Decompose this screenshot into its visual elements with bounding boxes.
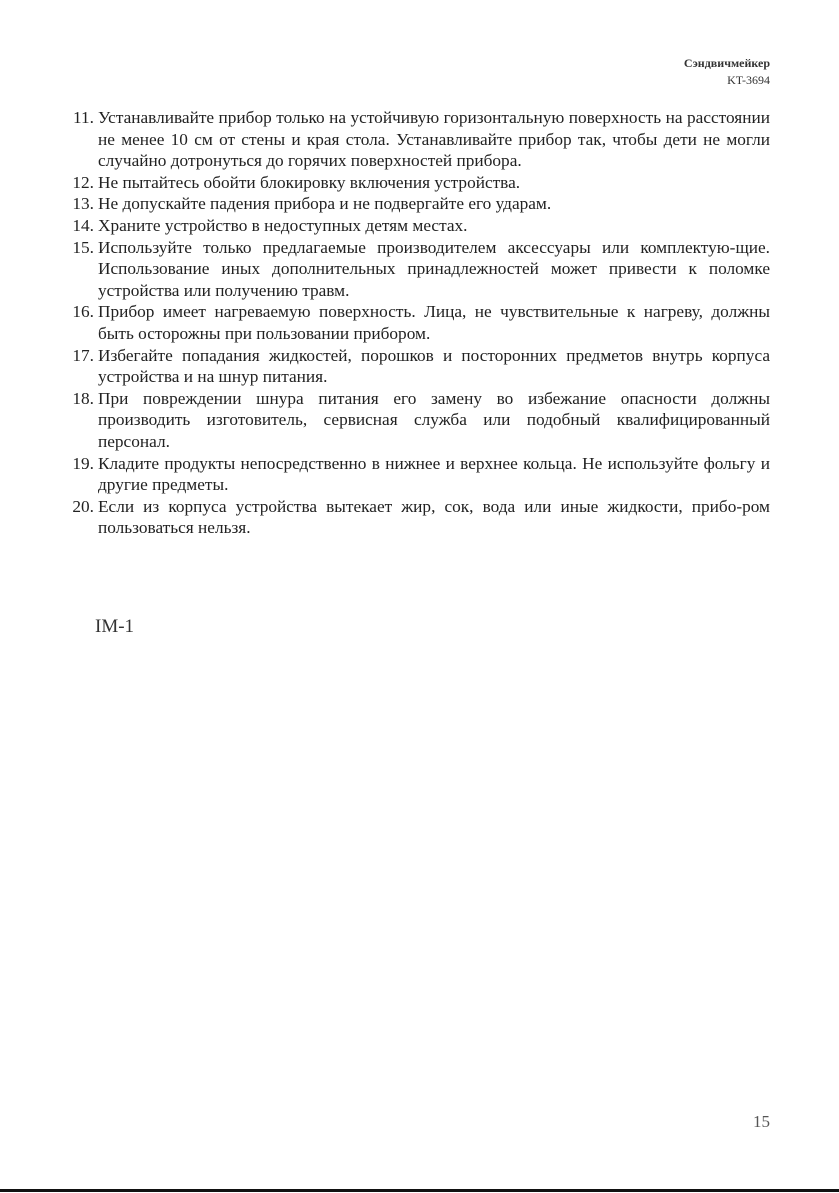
item-text: Если из корпуса устройства вытекает жир, сок, вода или иные жидкости, прибо-ром пользоваться нельзя. [98, 496, 770, 538]
item-text: При повреждении шнура питания его замену во избежание опасности должны производить изготовитель, сервисная служба или подобный квалифицированный персонал. [98, 388, 770, 451]
page-number: 15 [753, 1112, 770, 1131]
list-item [64, 388, 770, 453]
item-number: 17. [72, 345, 94, 365]
item-number: 20. [72, 496, 94, 516]
list-item [64, 215, 770, 237]
item-number: 11. [73, 108, 94, 127]
list-item [64, 301, 770, 344]
safety-instructions-list [64, 107, 770, 539]
item-text: Используйте только предлагаемые производителем аксессуары или комплектую-щие. Использование иных дополнительных принадлежностей может привести к поломке устройства или получению травм. [98, 237, 770, 300]
item-number: 16. [72, 302, 94, 322]
item-text: Не допускайте падения прибора и не подвергайте его ударам. [98, 194, 552, 214]
list-item [64, 496, 770, 539]
item-text: Избегайте попадания жидкостей, порошков и посторонних предметов внутрь корпуса устройства и на шнур питания. [98, 345, 770, 387]
item-number: 12. [72, 172, 94, 192]
list-item [64, 172, 770, 194]
item-number: 15. [72, 237, 94, 257]
item-text: Храните устройство в недоступных детям местах. [98, 215, 468, 235]
model-number: KT-3694 [727, 73, 770, 87]
product-title: Сэндвичмейкер [683, 56, 770, 70]
list-item [64, 237, 770, 302]
bottom-divider [0, 1189, 839, 1192]
item-number: 13. [72, 194, 94, 214]
manual-section-code: IM-1 [95, 616, 135, 637]
list-item [64, 453, 770, 496]
list-item [64, 107, 770, 172]
list-item [64, 345, 770, 388]
item-text: Устанавливайте прибор только на устойчивую горизонтальную поверхность на расстоянии не менее 10 см от стены и края стола. Устанавливайте прибор так, чтобы дети не могли случайно дотронуться до горячих поверхностей прибора. [98, 108, 770, 171]
item-text: Не пытайтесь обойти блокировку включения устройства. [98, 172, 521, 192]
item-number: 18. [72, 388, 94, 408]
item-text: Кладите продукты непосредственно в нижнее и верхнее кольца. Не используйте фольгу и другие предметы. [98, 453, 770, 495]
list-item [64, 193, 770, 215]
item-number: 19. [72, 453, 94, 473]
item-text: Прибор имеет нагреваемую поверхность. Лица, не чувствительные к нагреву, должны быть осторожны при пользовании прибором. [98, 302, 770, 343]
page-header [684, 55, 770, 89]
item-number: 14. [72, 215, 94, 235]
